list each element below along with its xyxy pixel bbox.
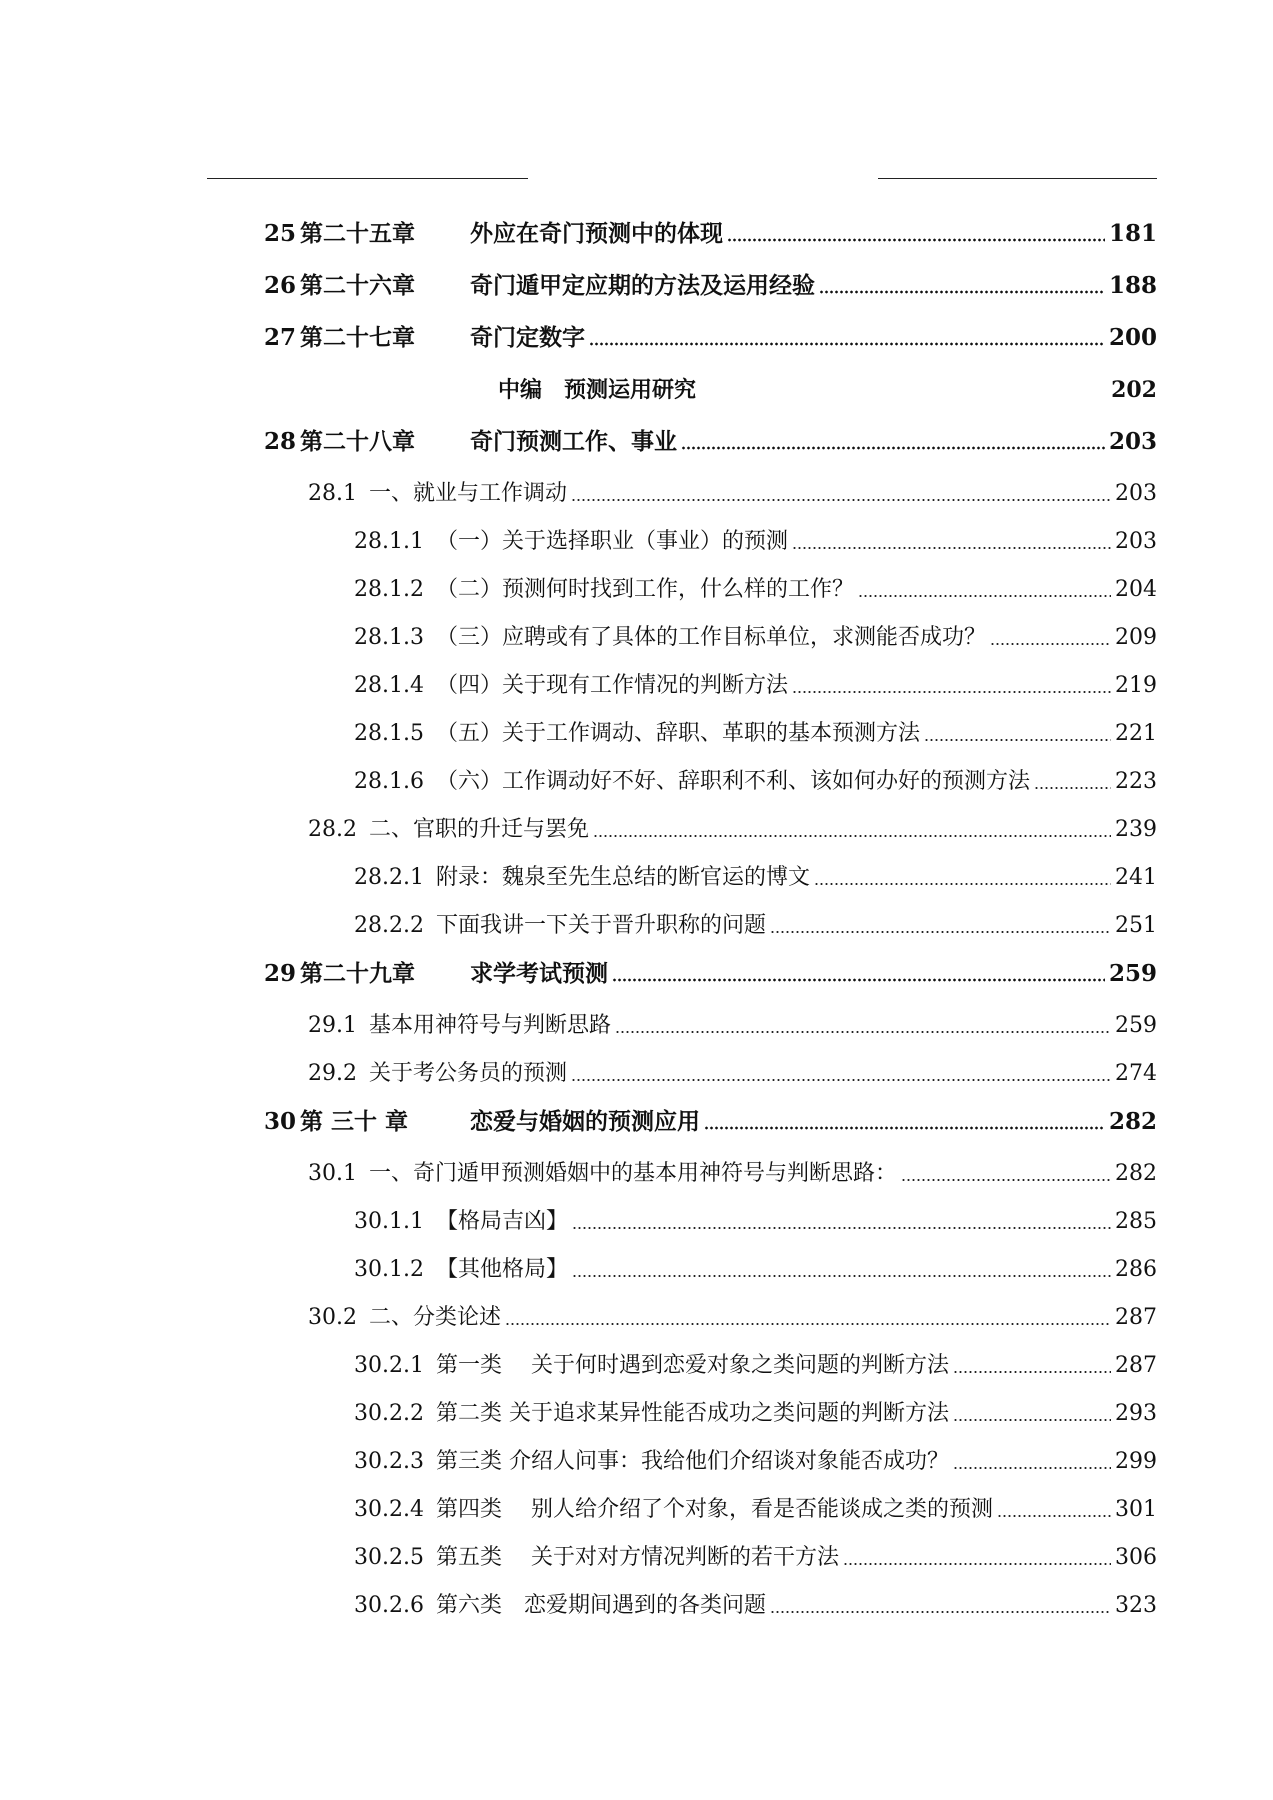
subsection-title: （五）关于工作调动、辞职、革职的基本预测方法 — [435, 721, 920, 746]
section-title: 一、就业与工作调动 — [368, 481, 567, 506]
dot-leader — [505, 1322, 1111, 1326]
toc-entry[interactable] — [0, 1292, 1157, 1332]
section-title: 一、奇门遁甲预测婚姻中的基本用神符号与判断思路： — [368, 1161, 897, 1186]
page-number: 299 — [1115, 1449, 1157, 1474]
dot-leader — [901, 1178, 1111, 1182]
toc-entry[interactable] — [0, 1148, 1157, 1188]
chapter-number: 25 — [264, 220, 297, 247]
subsection-title: 【格局吉凶】 — [435, 1209, 568, 1234]
dot-leader — [924, 738, 1111, 742]
subsection-title: 第三类 介绍人问事：我给他们介绍谈对象能否成功？ — [435, 1449, 949, 1474]
section-number: 29.1 — [308, 1013, 357, 1038]
subsection-title: （六）工作调动好不好、辞职利不利、该如何办好的预测方法 — [435, 769, 1030, 794]
page-number: 282 — [1108, 1108, 1157, 1135]
page-number: 239 — [1115, 817, 1157, 842]
chapter-label: 第二十五章 — [300, 220, 415, 247]
chapter-title: 求学考试预测 — [470, 960, 608, 987]
dot-leader — [814, 882, 1111, 886]
chapter-title: 恋爱与婚姻的预测应用 — [470, 1108, 700, 1135]
dot-leader — [589, 342, 1105, 346]
page-number: 287 — [1115, 1353, 1157, 1378]
page-number: 223 — [1115, 769, 1157, 794]
page-number: 251 — [1115, 913, 1157, 938]
page-number: 202 — [1111, 377, 1157, 403]
toc-entry[interactable] — [0, 1532, 1157, 1572]
chapter-title: 奇门定数字 — [470, 324, 585, 351]
page-number: 287 — [1115, 1305, 1157, 1330]
dot-leader — [997, 1514, 1111, 1518]
toc-entry[interactable] — [0, 1096, 1157, 1136]
section-number: 30.2 — [308, 1305, 357, 1330]
page-number: 221 — [1115, 721, 1157, 746]
section-title: 二、官职的升迁与罢免 — [368, 817, 589, 842]
subsection-number: 30.2.3 — [354, 1449, 424, 1474]
page-number: 203 — [1115, 529, 1157, 554]
chapter-title-line — [470, 1108, 1157, 1136]
subsection-title: 第四类 别人给介绍了个对象，看是否能谈成之类的预测 — [435, 1497, 993, 1522]
subsection-number: 28.2.1 — [354, 865, 424, 890]
subsection-number: 28.1.6 — [354, 769, 424, 794]
page-number: 241 — [1115, 865, 1157, 890]
toc-entry[interactable] — [0, 468, 1157, 508]
dot-leader — [681, 446, 1105, 450]
chapter-title: 奇门遁甲定应期的方法及运用经验 — [470, 272, 815, 299]
dot-leader — [571, 498, 1111, 502]
chapter-number: 28 — [264, 428, 297, 455]
toc-entry[interactable] — [0, 612, 1157, 652]
toc-entry[interactable] — [0, 1000, 1157, 1040]
dot-leader — [858, 594, 1111, 598]
page-number: 181 — [1108, 220, 1157, 247]
toc-entry[interactable] — [0, 312, 1157, 352]
toc-entry[interactable] — [0, 208, 1157, 248]
subsection-number: 30.2.1 — [354, 1353, 424, 1378]
page-number: 209 — [1115, 625, 1157, 650]
dot-leader — [792, 546, 1111, 550]
dot-leader — [571, 1078, 1111, 1082]
dot-leader — [843, 1562, 1111, 1566]
page-number: 204 — [1115, 577, 1157, 602]
toc-entry[interactable] — [0, 416, 1157, 456]
toc-entry[interactable] — [0, 708, 1157, 748]
chapter-title-line — [470, 428, 1157, 456]
toc-entry[interactable] — [0, 1580, 1157, 1620]
page-number: 259 — [1108, 960, 1157, 987]
chapter-label: 第二十七章 — [300, 324, 415, 351]
toc-entry[interactable] — [0, 804, 1157, 844]
subsection-number: 30.2.5 — [354, 1545, 424, 1570]
chapter-title: 外应在奇门预测中的体现 — [470, 220, 723, 247]
subsection-number: 28.1.5 — [354, 721, 424, 746]
dot-leader — [1034, 786, 1111, 790]
section-number: 28.2 — [308, 817, 357, 842]
toc-entry[interactable] — [0, 1340, 1157, 1380]
dot-leader — [704, 1126, 1105, 1130]
part-title: 中编 预测运用研究 — [498, 377, 697, 403]
section-title: 二、分类论述 — [368, 1305, 501, 1330]
page-number: 301 — [1115, 1497, 1157, 1522]
subsection-number: 28.1.1 — [354, 529, 424, 554]
toc-entry[interactable] — [0, 660, 1157, 700]
section-number: 30.1 — [308, 1161, 357, 1186]
page-number: 285 — [1115, 1209, 1157, 1234]
subsection-number: 30.1.2 — [354, 1257, 424, 1282]
dot-leader — [593, 834, 1111, 838]
toc-entry[interactable] — [0, 900, 1157, 940]
chapter-number: 29 — [264, 960, 297, 987]
toc-entry[interactable] — [0, 1196, 1157, 1236]
toc-entry[interactable] — [0, 1436, 1157, 1476]
page-number: 203 — [1115, 481, 1157, 506]
toc-entry[interactable] — [0, 756, 1157, 796]
page-number: 259 — [1115, 1013, 1157, 1038]
chapter-number: 30 — [264, 1108, 297, 1135]
page-number: 200 — [1108, 324, 1157, 351]
dot-leader — [770, 1610, 1111, 1614]
dot-leader — [792, 690, 1111, 694]
dot-leader — [990, 642, 1111, 646]
page-number: 286 — [1115, 1257, 1157, 1282]
dot-leader — [953, 1418, 1111, 1422]
section-number: 29.2 — [308, 1061, 357, 1086]
page-number: 293 — [1115, 1401, 1157, 1426]
subsection-number: 30.2.2 — [354, 1401, 424, 1426]
dot-leader — [953, 1370, 1111, 1374]
toc-entry[interactable] — [0, 852, 1157, 892]
chapter-number: 27 — [264, 324, 297, 351]
dot-leader — [953, 1466, 1111, 1470]
subsection-title: 附录：魏泉至先生总结的断官运的博文 — [435, 865, 810, 890]
chapter-title-line — [470, 272, 1157, 300]
subsection-number: 30.2.6 — [354, 1593, 424, 1618]
chapter-label: 第二十八章 — [300, 428, 415, 455]
subsection-title: 第二类 关于追求某异性能否成功之类问题的判断方法 — [435, 1401, 949, 1426]
page-number: 323 — [1115, 1593, 1157, 1618]
chapter-label: 第二十九章 — [300, 960, 415, 987]
section-number: 28.1 — [308, 481, 357, 506]
subsection-title: 第六类 恋爱期间遇到的各类问题 — [435, 1593, 766, 1618]
chapter-title: 奇门预测工作、事业 — [470, 428, 677, 455]
section-title: 关于考公务员的预测 — [368, 1061, 567, 1086]
section-title: 基本用神符号与判断思路 — [368, 1013, 611, 1038]
subsection-number: 30.2.4 — [354, 1497, 424, 1522]
subsection-number: 28.2.2 — [354, 913, 424, 938]
dot-leader — [572, 1226, 1111, 1230]
toc-entry[interactable] — [0, 364, 1157, 404]
toc-entry[interactable] — [0, 260, 1157, 300]
toc-entry[interactable] — [0, 1244, 1157, 1284]
dot-leader — [612, 978, 1105, 982]
subsection-title: （三）应聘或有了具体的工作目标单位，求测能否成功？ — [435, 625, 986, 650]
subsection-title: 下面我讲一下关于晋升职称的问题 — [435, 913, 766, 938]
dot-leader — [770, 930, 1111, 934]
subsection-number: 28.1.3 — [354, 625, 424, 650]
page-number: 219 — [1115, 673, 1157, 698]
page-number: 203 — [1108, 428, 1157, 455]
dot-leader — [572, 1274, 1111, 1278]
toc-entry[interactable] — [0, 1388, 1157, 1428]
subsection-number: 28.1.4 — [354, 673, 424, 698]
toc-entry[interactable] — [0, 948, 1157, 988]
chapter-title-line — [470, 324, 1157, 352]
subsection-number: 30.1.1 — [354, 1209, 424, 1234]
toc-entry[interactable] — [0, 564, 1157, 604]
subsection-title: 【其他格局】 — [435, 1257, 568, 1282]
subsection-title: （四）关于现有工作情况的判断方法 — [435, 673, 788, 698]
dot-leader — [615, 1030, 1111, 1034]
dot-leader — [727, 238, 1105, 242]
page-number: 274 — [1115, 1061, 1157, 1086]
subsection-title: （二）预测何时找到工作，什么样的工作？ — [435, 577, 854, 602]
page-number: 306 — [1115, 1545, 1157, 1570]
chapter-label: 第 三十 章 — [300, 1108, 409, 1135]
chapter-title-line — [470, 220, 1157, 248]
page-number: 282 — [1115, 1161, 1157, 1186]
subsection-title: 第五类 关于对对方情况判断的若干方法 — [435, 1545, 839, 1570]
toc-entry[interactable] — [0, 1484, 1157, 1524]
chapter-label: 第二十六章 — [300, 272, 415, 299]
chapter-title-line — [470, 960, 1157, 988]
subsection-title: 第一类 关于何时遇到恋爱对象之类问题的判断方法 — [435, 1353, 949, 1378]
toc-entry[interactable] — [0, 1048, 1157, 1088]
dot-leader — [819, 290, 1105, 294]
subsection-number: 28.1.2 — [354, 577, 424, 602]
chapter-number: 26 — [264, 272, 297, 299]
subsection-title: （一）关于选择职业（事业）的预测 — [435, 529, 788, 554]
toc-entry[interactable] — [0, 516, 1157, 556]
page-number: 188 — [1108, 272, 1157, 299]
